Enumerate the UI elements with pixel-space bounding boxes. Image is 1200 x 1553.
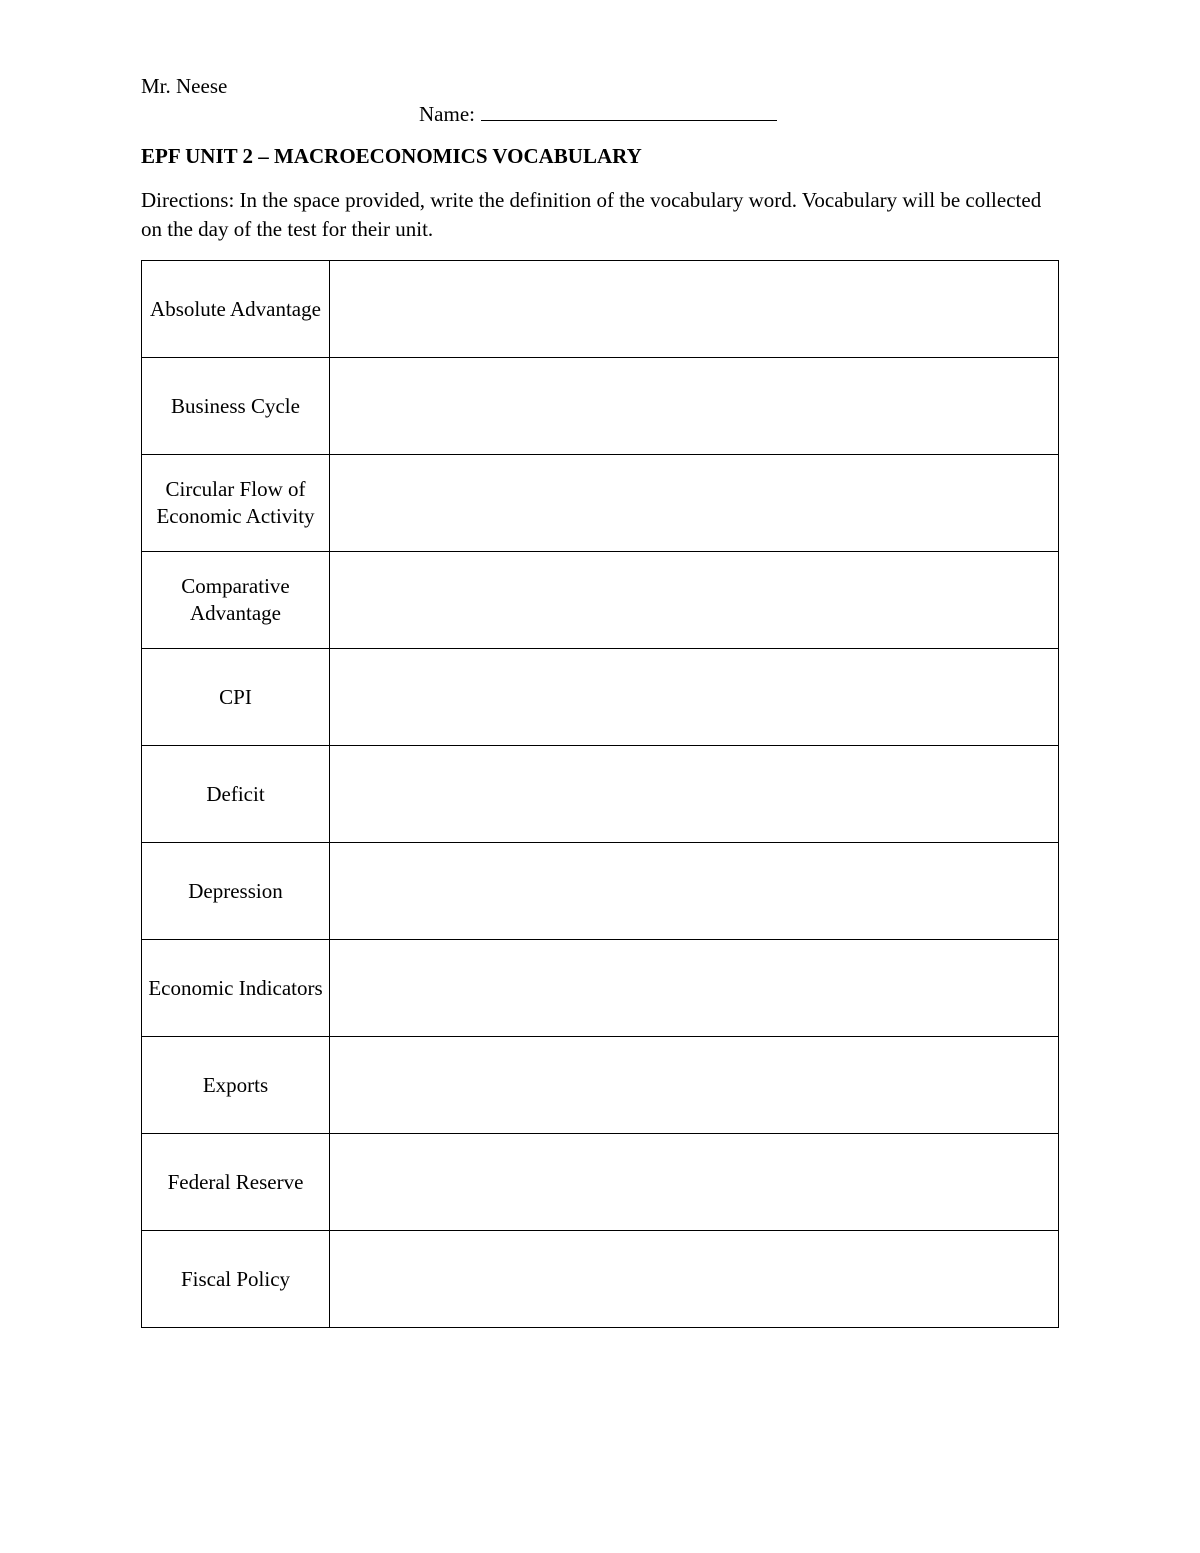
student-name-line	[419, 100, 777, 127]
definition-cell[interactable]	[330, 552, 1059, 649]
definition-cell[interactable]	[330, 746, 1059, 843]
table-row	[142, 1134, 1059, 1231]
definition-cell[interactable]	[330, 358, 1059, 455]
vocab-term: Economic Indicators	[142, 940, 330, 1037]
definition-cell[interactable]	[330, 843, 1059, 940]
vocab-term: Absolute Advantage	[142, 261, 330, 358]
vocab-term: Exports	[142, 1037, 330, 1134]
worksheet-title: EPF UNIT 2 – MACROECONOMICS VOCABULARY	[141, 144, 642, 168]
table-row	[142, 1037, 1059, 1134]
table-row	[142, 552, 1059, 649]
teacher-name: Mr. Neese	[141, 74, 228, 98]
vocab-term: Fiscal Policy	[142, 1231, 330, 1328]
vocab-term: Comparative Advantage	[142, 552, 330, 649]
table-row	[142, 649, 1059, 746]
table-row	[142, 358, 1059, 455]
vocab-term: Deficit	[142, 746, 330, 843]
definition-cell[interactable]	[330, 1134, 1059, 1231]
table-row	[142, 746, 1059, 843]
vocab-term: Circular Flow of Economic Activity	[142, 455, 330, 552]
directions-text: Directions: In the space provided, write the definition of the vocabulary word. Vocabulary will be collected on the day of the test for their unit.	[141, 188, 1042, 241]
table-row	[142, 455, 1059, 552]
vocabulary-table	[141, 260, 1059, 1328]
definition-cell[interactable]	[330, 261, 1059, 358]
definition-cell[interactable]	[330, 1231, 1059, 1328]
table-row	[142, 843, 1059, 940]
vocab-term: Federal Reserve	[142, 1134, 330, 1231]
name-label: Name:	[419, 102, 475, 126]
vocab-term: CPI	[142, 649, 330, 746]
name-blank[interactable]	[481, 100, 777, 121]
definition-cell[interactable]	[330, 1037, 1059, 1134]
table-row	[142, 1231, 1059, 1328]
vocab-term: Business Cycle	[142, 358, 330, 455]
vocab-term: Depression	[142, 843, 330, 940]
table-row	[142, 940, 1059, 1037]
definition-cell[interactable]	[330, 940, 1059, 1037]
definition-cell[interactable]	[330, 649, 1059, 746]
definition-cell[interactable]	[330, 455, 1059, 552]
table-row	[142, 261, 1059, 358]
